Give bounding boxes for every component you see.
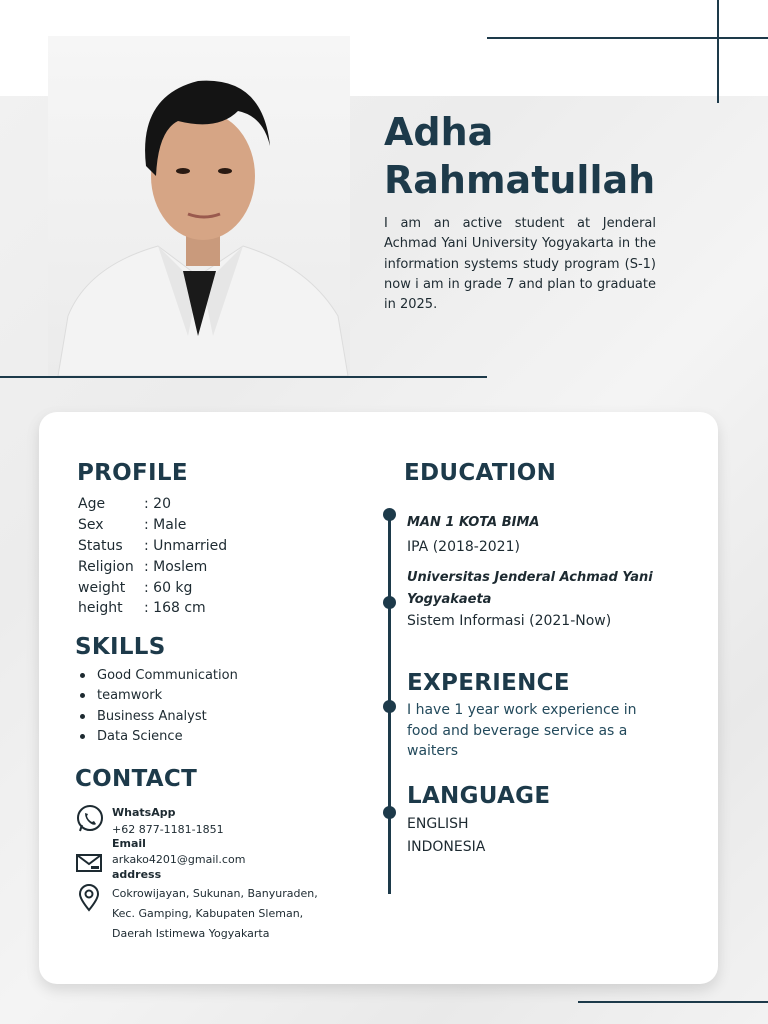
profile-value: : 20 [144, 496, 171, 512]
profile-row [78, 559, 207, 575]
language-item: ENGLISH [407, 816, 469, 832]
language-title: LANGUAGE [407, 783, 551, 809]
email-label: Email [112, 837, 146, 850]
profile-title: PROFILE [77, 460, 188, 486]
timeline-dot [383, 596, 396, 609]
intro-text: I am an active student at Jenderal Achmad Yani University Yogyakarta in the information systems study program (S-1) now i am in grade 7 and plan to graduate in 2025. [384, 216, 656, 313]
bullet-icon [80, 673, 85, 678]
profile-key: Age [78, 496, 106, 512]
experience-text: I have 1 year work experience in food and beverage service as a waiters [407, 702, 637, 759]
education-detail: IPA (2018-2021) [407, 539, 520, 555]
timeline-dot [383, 806, 396, 819]
profile-value: : Male [144, 517, 187, 533]
contact-title: CONTACT [75, 766, 198, 792]
skill-item [80, 688, 162, 703]
skill-item [80, 668, 238, 683]
profile-value: : 168 cm [144, 600, 206, 616]
skills-title: SKILLS [75, 634, 166, 660]
profile-row [78, 600, 206, 616]
language-item: INDONESIA [407, 839, 486, 855]
education-detail: Sistem Informasi (2021-Now) [407, 613, 612, 629]
email-icon [75, 852, 103, 874]
timeline-dot [383, 700, 396, 713]
whatsapp-label: WhatsApp [112, 806, 176, 819]
top-right-vertical-line [717, 0, 719, 103]
profile-key: Status [78, 538, 123, 554]
location-pin-icon [77, 884, 101, 912]
profile-value: : Unmarried [144, 538, 228, 554]
bullet-icon [80, 714, 85, 719]
profile-key: Sex [78, 517, 104, 533]
experience-title: EXPERIENCE [407, 670, 570, 696]
address-line: Cokrowijayan, Sukunan, Banyuraden, [112, 887, 318, 900]
profile-row [78, 517, 186, 533]
bullet-icon [80, 693, 85, 698]
name-heading [384, 108, 684, 204]
whatsapp-icon [75, 804, 105, 834]
education-title: EDUCATION [404, 460, 557, 486]
bottom-right-line [578, 1001, 768, 1003]
profile-row [78, 538, 227, 554]
bullet-icon [80, 734, 85, 739]
skill-label: Good Communication [97, 668, 238, 683]
profile-photo [48, 36, 350, 376]
address-label: address [112, 868, 162, 881]
education-school: Universitas Jenderal Achmad Yani Yogyakaeta [407, 570, 653, 607]
skill-label: teamwork [97, 688, 163, 703]
profile-value: : 60 kg [144, 580, 193, 596]
profile-value: : Moslem [144, 559, 208, 575]
email-value[interactable]: arkako4201@gmail.com [112, 853, 246, 866]
skill-item [80, 709, 207, 724]
profile-key: weight [78, 580, 126, 596]
whatsapp-value[interactable]: +62 877-1181-1851 [112, 823, 224, 836]
top-right-horizontal-line [487, 37, 768, 39]
address-line: Daerah Istimewa Yogyakarta [112, 927, 270, 940]
first-name: Adha [384, 110, 494, 154]
profile-key: height [78, 600, 123, 616]
address-value [112, 884, 322, 944]
skill-label: Data Science [97, 729, 183, 744]
education-school: MAN 1 KOTA BIMA [407, 515, 540, 530]
skill-item [80, 729, 183, 744]
timeline-dot [383, 508, 396, 521]
profile-row [78, 580, 192, 596]
last-name: Rahmatullah [384, 158, 656, 202]
photo-underline [0, 376, 487, 378]
skill-label: Business Analyst [97, 709, 207, 724]
profile-row [78, 496, 171, 512]
address-line: Kec. Gamping, Kabupaten Sleman, [112, 907, 304, 920]
profile-key: Religion [78, 559, 134, 575]
